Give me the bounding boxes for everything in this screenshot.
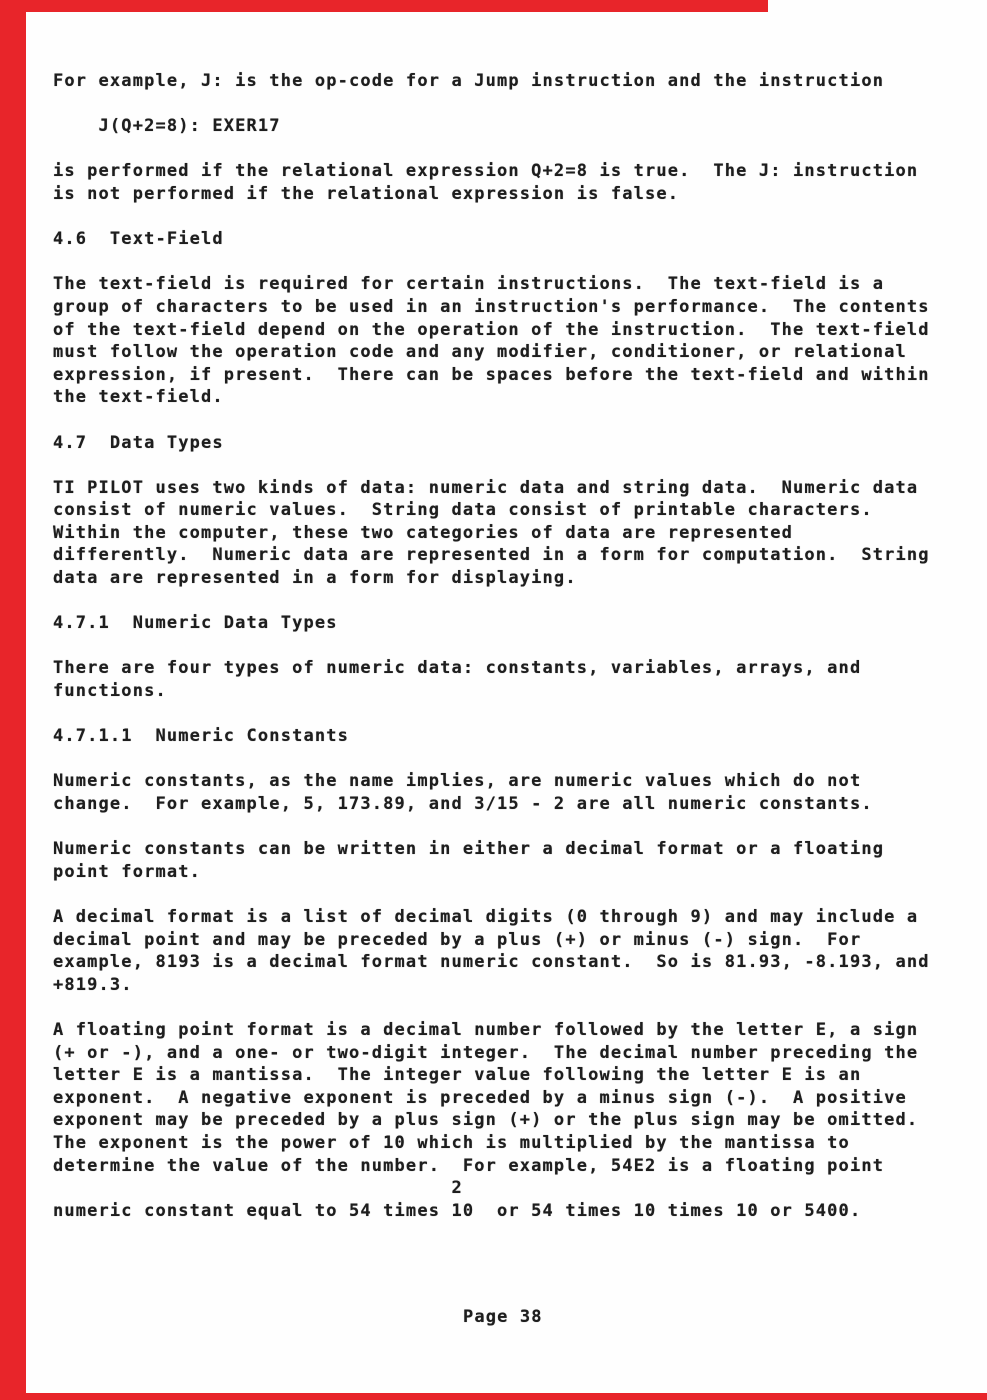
paragraph-decimal-format-line: A decimal format is a list of decimal digits (0 through 9) and may include a	[53, 906, 919, 927]
paragraph-intro-line: is not performed if the relational expression is false.	[53, 183, 680, 204]
code-example-jump-instruction: J(Q+2=8): EXER17	[53, 116, 281, 137]
paragraph-floating-point-line: The exponent is the power of 10 which is multiplied by the mantissa to	[53, 1132, 850, 1153]
paragraph-text-field-line: The text-field is required for certain instructions. The text-field is a	[53, 274, 885, 295]
paragraph-floating-point-line: A floating point format is a decimal number followed by the letter E, a sign	[53, 1019, 919, 1040]
paragraph-floating-point-line: exponent may be preceded by a plus sign (+) or the plus sign may be omitted.	[53, 1110, 919, 1131]
paragraph-floating-point-line: numeric constant equal to 54 times 10 or 54 times 10 times 10 or 5400.	[53, 1200, 862, 1221]
paragraph-intro-line: For example, J: is the op-code for a Jump instruction and the instruction	[53, 71, 885, 91]
paragraph-intro-line: is performed if the relational expression Q+2=8 is true. The J: instruction	[53, 161, 919, 182]
paragraph-data-types-line: consist of numeric values. String data consist of printable characters.	[53, 500, 873, 521]
paragraph-text-field-line: the text-field.	[53, 387, 224, 408]
page-text-column	[53, 70, 963, 1329]
page-number-footer: Page 38	[463, 1307, 543, 1328]
paragraph-data-types-line: differently. Numeric data are represented in a form for computation. String	[53, 545, 930, 566]
blank-line	[53, 748, 963, 771]
paragraph-decimal-format-line: +819.3.	[53, 974, 133, 995]
blank-line	[53, 703, 963, 726]
blank-line	[53, 996, 963, 1019]
scan-edge-left	[0, 0, 26, 1400]
paragraph-floating-point-line: determine the value of the number. For example, 54E2 is a floating point	[53, 1155, 885, 1176]
paragraph-decimal-format-line: example, 8193 is a decimal format numeric constant. So is 81.93, -8.193, and	[53, 952, 930, 973]
paragraph-numeric-types-line: functions.	[53, 681, 167, 702]
blank-line	[53, 635, 963, 658]
paragraph-data-types-line: Within the computer, these two categories of data are represented	[53, 522, 794, 543]
paragraph-floating-point-line: (+ or -), and a one- or two-digit integer. The decimal number preceding the	[53, 1042, 919, 1063]
paragraph-text-field-line: of the text-field depend on the operation of the instruction. The text-field	[53, 319, 930, 340]
paragraph-text-field-line: group of characters to be used in an instruction's performance. The contents	[53, 296, 930, 317]
heading-4-7-1-numeric-data-types: 4.7.1 Numeric Data Types	[53, 613, 338, 634]
scan-edge-top	[0, 0, 768, 12]
blank-line	[53, 454, 963, 477]
paragraph-data-types-line: TI PILOT uses two kinds of data: numeric data and string data. Numeric data	[53, 477, 919, 498]
superscript-exponent-2: 2	[53, 1178, 463, 1199]
paragraph-constants-line: Numeric constants, as the name implies, are numeric values which do not	[53, 771, 862, 792]
scan-edge-bottom	[0, 1393, 987, 1400]
paragraph-floating-point-line: exponent. A negative exponent is preceded by a minus sign (-). A positive	[53, 1087, 907, 1108]
paragraph-formats-line: Numeric constants can be written in either a decimal format or a floating	[53, 839, 885, 860]
blank-line	[53, 206, 963, 229]
paragraph-constants-line: change. For example, 5, 173.89, and 3/15 - 2 are all numeric constants.	[53, 794, 873, 814]
paragraph-numeric-types-line: There are four types of numeric data: constants, variables, arrays, and	[53, 658, 862, 679]
heading-4-7-data-types: 4.7 Data Types	[53, 432, 224, 453]
blank-line	[53, 93, 963, 116]
paragraph-floating-point-line: letter E is a mantissa. The integer value following the letter E is an	[53, 1065, 862, 1086]
blank-line	[53, 883, 963, 906]
blank-line	[53, 251, 963, 274]
paragraph-text-field-line: must follow the operation code and any modifier, conditioner, or relational	[53, 342, 907, 363]
heading-4-6-text-field: 4.6 Text-Field	[53, 229, 224, 250]
blank-line	[53, 590, 963, 613]
paragraph-text-field-line: expression, if present. There can be spaces before the text-field and within	[53, 364, 930, 385]
paragraph-data-types-line: data are represented in a form for displaying.	[53, 568, 577, 589]
blank-line	[53, 138, 963, 161]
paragraph-formats-line: point format.	[53, 861, 202, 882]
paragraph-decimal-format-line: decimal point and may be preceded by a plus (+) or minus (-) sign. For	[53, 929, 862, 950]
blank-line	[53, 816, 963, 839]
heading-4-7-1-1-numeric-constants: 4.7.1.1 Numeric Constants	[53, 726, 350, 747]
blank-line	[53, 409, 963, 432]
